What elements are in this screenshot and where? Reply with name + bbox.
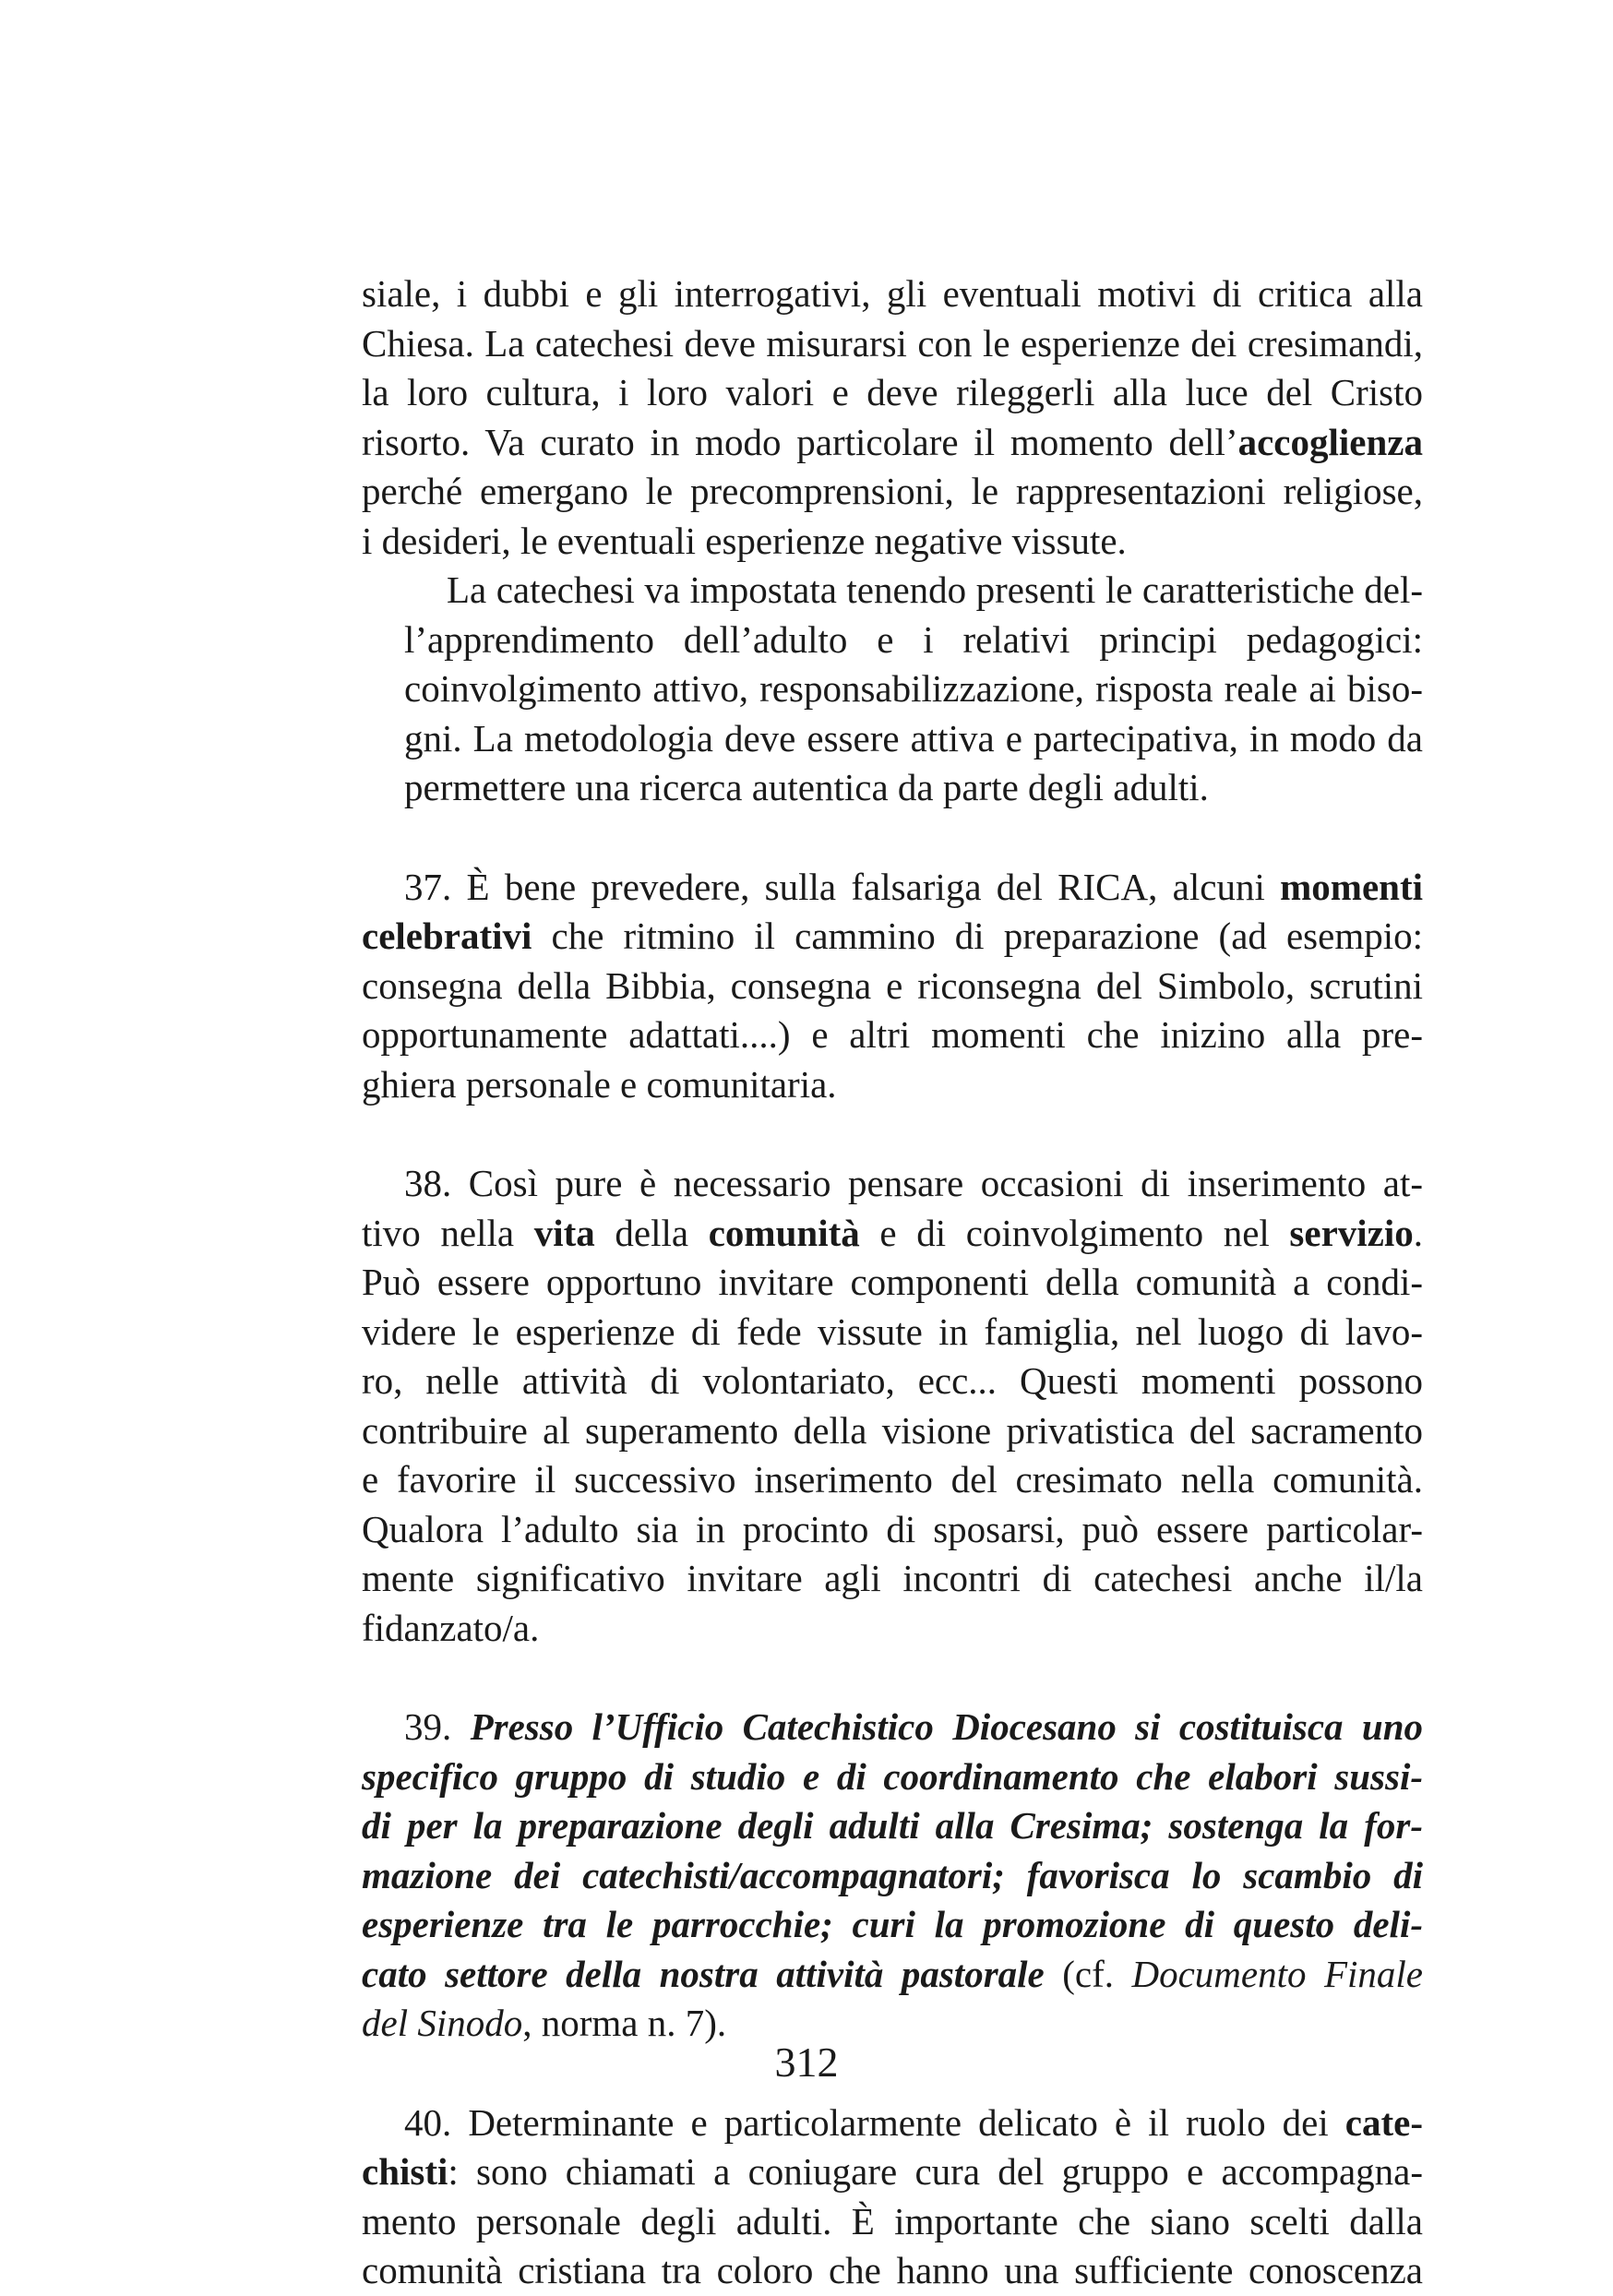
bold-term: cate-: [1344, 2100, 1423, 2144]
text-line: Chiesa. La catechesi deve misurarsi con le esperienze dei cresimandi,: [362, 321, 1423, 365]
paragraph-38: [362, 1159, 1423, 1653]
bold-term: servizio: [1289, 1211, 1414, 1254]
text-line: Qualora l’adulto sia in procinto di sposarsi, può essere particolar-: [362, 1507, 1423, 1550]
text-line: 38. Così pure è necessario pensare occasioni di inserimento at-: [404, 1162, 1423, 1204]
text-line: permettere una ricerca autentica da parte degli adulti.: [404, 766, 1209, 808]
text-line: [362, 1851, 1423, 1901]
text-line: coinvolgimento attivo, responsabilizzazione, risposta reale ai biso-: [404, 667, 1423, 710]
text-line: ro, nelle attività di volontariato, ecc... Questi momenti possono: [362, 1359, 1423, 1402]
bold-term: celebrativi: [362, 915, 532, 957]
text-line: [362, 1209, 1423, 1259]
text-line: [362, 2147, 1423, 2197]
text-line: [362, 1752, 1423, 1802]
text-line: mente significativo invitare agli incontri di catechesi anche il/la: [362, 1557, 1423, 1599]
text-line: fidanzato/a.: [362, 1606, 540, 1649]
text-line: [362, 418, 1423, 468]
paragraph-40: [362, 2099, 1423, 2296]
text-line: La catechesi va impostata tenendo presenti le caratteristiche del-: [447, 568, 1423, 611]
text-line: [362, 1950, 1423, 2000]
text-run: della: [594, 1211, 709, 1254]
text-run: (cf.: [1044, 1952, 1132, 1995]
text-run: : sono chiamati a coniugare cura del gruppo e accompagna-: [448, 2150, 1423, 2193]
text-line: [362, 863, 1423, 913]
bold-term: vita: [533, 1211, 595, 1254]
paragraph-gap: [362, 1653, 1423, 1703]
text-line: gni. La metodologia deve essere attiva e partecipativa, in modo da: [404, 716, 1423, 759]
text-line: consegna della Bibbia, consegna e riconsegna del Simbolo, scrutini: [362, 963, 1423, 1007]
bold-term: momenti: [1280, 865, 1423, 908]
text-run: che ritmino il cammino di preparazione (ad esempio:: [532, 915, 1423, 957]
text-line: la loro cultura, i loro valori e deve rileggerli alla luce del Cristo: [362, 371, 1423, 413]
bold-italic-text: mazione dei catechisti/accompagnatori; favorisca lo scambio di: [362, 1853, 1423, 1896]
bold-italic-text: esperienze tra le parrocchie; curi la promozione di questo deli-: [362, 1903, 1423, 1945]
text-run: tivo nella: [362, 1211, 534, 1254]
text-line: siale, i dubbi e gli interrogativi, gli eventuali motivi di critica alla: [362, 272, 1423, 315]
text-run: 40. Determinante e particolarmente delicato è il ruolo dei: [404, 2100, 1345, 2144]
text-line: videre le esperienze di fede vissute in famiglia, nel luogo di lavo-: [362, 1309, 1423, 1353]
paragraph-gap: [362, 813, 1423, 863]
text-run: e di coinvolgimento nel: [859, 1211, 1290, 1254]
text-line: [362, 2099, 1423, 2148]
bold-italic-text: specifico gruppo di studio e di coordinamento che elabori sussi-: [362, 1754, 1423, 1798]
paragraph-gap: [362, 1109, 1423, 1159]
text-line: contribuire al superamento della visione privatistica del sacramento: [362, 1408, 1423, 1452]
italic-citation: Documento Finale: [1131, 1952, 1423, 1995]
bold-term: chisti: [362, 2150, 448, 2193]
paragraph-37: [362, 863, 1423, 1110]
text-run: risorto. Va curato in modo particolare il momento dell’: [362, 420, 1238, 463]
paragraph-39: [362, 1703, 1423, 2049]
text-line: Può essere opportuno invitare componenti della comunità a condi-: [362, 1261, 1423, 1303]
page-body: [362, 269, 1423, 2296]
text-line: [362, 1703, 1423, 1752]
text-line: [362, 912, 1423, 962]
bold-italic-text: cato settore della nostra attività pastorale: [362, 1952, 1045, 1995]
text-line: l’apprendimento dell’adulto e i relativi principi pedagogici:: [404, 617, 1423, 661]
text-line: i desideri, le eventuali esperienze negative vissute.: [362, 519, 1127, 562]
text-line: mento personale degli adulti. È importante che siano scelti dalla: [362, 2199, 1423, 2242]
text-line: ghiera personale e comunitaria.: [362, 1062, 837, 1106]
bold-italic-text: di per la preparazione degli adulti alla Cresima; sostenga la for-: [362, 1804, 1423, 1847]
text-run: 37. È bene prevedere, sulla falsariga del RICA, alcuni: [404, 865, 1281, 908]
text-run: , norma n. 7).: [522, 2002, 727, 2044]
text-line: [362, 1900, 1423, 1950]
page-number: 312: [774, 2039, 839, 2086]
text-run: .: [1413, 1211, 1424, 1254]
paragraph-intro: [362, 269, 1423, 566]
bold-term: comunità: [708, 1211, 860, 1254]
text-run: 39.: [404, 1705, 471, 1748]
text-line: e favorire il successivo inserimento del cresimato nella comunità.: [362, 1458, 1423, 1501]
text-line: comunità cristiana tra coloro che hanno una sufficiente conoscenza: [362, 2249, 1423, 2291]
text-line: perché emergano le precomprensioni, le rappresentazioni religiose,: [362, 470, 1423, 512]
paragraph-method: [362, 566, 1423, 813]
text-line: [362, 1801, 1423, 1851]
bold-italic-text: Presso l’Ufficio Catechistico Diocesano si costituisca uno: [470, 1705, 1423, 1748]
bold-term: accoglienza: [1237, 420, 1423, 463]
text-line: opportunamente adattati....) e altri momenti che inizino alla pre-: [362, 1013, 1423, 1056]
italic-citation: del Sinodo: [362, 2002, 523, 2044]
